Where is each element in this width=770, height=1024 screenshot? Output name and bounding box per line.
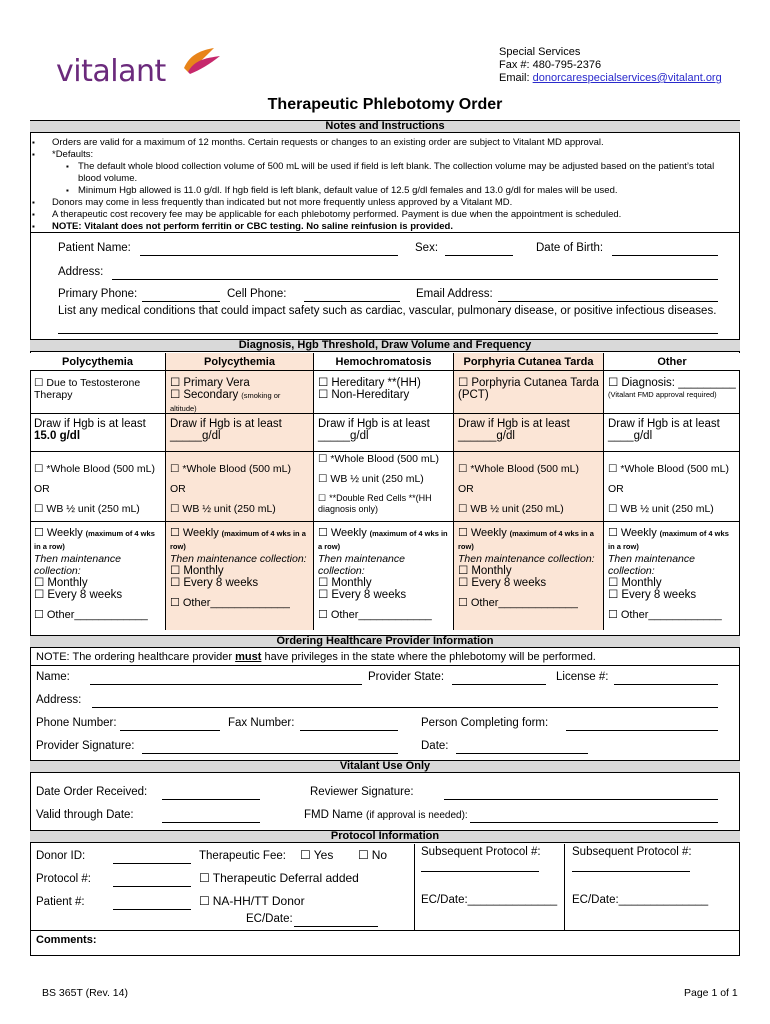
dx-note: (smoking or altitude) [170, 391, 281, 413]
double-red-cells-checkbox[interactable]: ☐ **Double Red Cells **(HH diagnosis only) [318, 493, 449, 515]
date-received-label: Date Order Received: [36, 786, 148, 798]
hgb-cell [604, 416, 740, 444]
valid-through-label: Valid through Date: [36, 809, 134, 821]
volume-cell [454, 461, 603, 517]
diagnosis-column [30, 353, 166, 630]
license-field[interactable] [614, 673, 718, 685]
or-label: OR [608, 483, 624, 495]
weekly-note: (maximum of 4 wks in a row) [458, 529, 594, 551]
list-item: ▪ Orders are valid for a maximum of 12 months. Certain requests or changes to an existing order are subject to Vitalant MD approval. [36, 137, 736, 149]
sex-label: Sex: [415, 242, 439, 254]
weekly-checkbox[interactable]: ☐ Weekly [608, 527, 657, 539]
column-header: Porphyria Cutanea Tarda [454, 353, 603, 371]
dx-checkbox[interactable]: ☐ Diagnosis: _________ [608, 377, 736, 389]
other-checkbox[interactable]: ☐ Other____________ [34, 609, 161, 621]
frequency-cell [30, 525, 165, 623]
patient-address-field[interactable] [112, 268, 718, 280]
form-id: BS 365T (Rev. 14) [42, 987, 128, 999]
weekly-checkbox[interactable]: ☐ Weekly [34, 527, 83, 539]
ec-date-field[interactable]: EC/Date:______________ [421, 894, 558, 906]
provider-state-field[interactable] [452, 673, 546, 685]
maintenance-label: Then maintenance collection: [318, 553, 405, 577]
every-8-weeks-checkbox[interactable]: ☐ Every 8 weeks [34, 589, 161, 601]
every-8-weeks-checkbox[interactable]: ☐ Every 8 weeks [608, 589, 736, 601]
note-text: NOTE: The ordering healthcare provider [36, 651, 236, 663]
person-completing-field[interactable] [566, 719, 718, 731]
dx-checkbox[interactable]: ☐ Porphyria Cutanea Tarda (PCT) [458, 377, 599, 401]
provider-name-label: Name: [36, 671, 70, 683]
provider-address-field[interactable] [92, 696, 718, 708]
divider [30, 930, 740, 931]
subsequent-protocol-label: Subsequent Protocol #: [421, 846, 541, 858]
divider [166, 451, 313, 452]
patient-number-field[interactable] [113, 898, 191, 910]
whole-blood-checkbox[interactable]: ☐ *Whole Blood (500 mL) [608, 463, 736, 475]
monthly-checkbox[interactable]: ☐ Monthly [318, 577, 449, 589]
monthly-checkbox[interactable]: ☐ Monthly [458, 565, 599, 577]
ec-date-field[interactable]: EC/Date:______________ [572, 894, 709, 906]
other-checkbox[interactable]: ☐ Other____________ [318, 609, 449, 621]
whole-blood-checkbox[interactable]: ☐ *Whole Blood (500 mL) [34, 463, 161, 475]
provider-signature-field[interactable] [142, 742, 398, 754]
vitalant-logo [56, 46, 226, 96]
list-item: ▪ Minimum Hgb allowed is 11.0 g/dl. If hgb field is left blank, default value of 12.5 g/dl females and 13.0 g/dl for males will be used. [36, 185, 736, 197]
dx-cell [166, 375, 313, 417]
dx-checkbox[interactable]: ☐ Primary Vera [170, 377, 309, 389]
list-item: ▪ *Defaults: [36, 149, 736, 161]
subsequent-protocol-field[interactable] [572, 860, 690, 872]
dx-cell [314, 375, 453, 403]
comments-field[interactable] [33, 948, 737, 954]
divider [454, 521, 603, 522]
monthly-checkbox[interactable]: ☐ Monthly [34, 577, 161, 589]
divider [314, 413, 453, 414]
nahh-donor-checkbox[interactable]: ☐ NA-HH/TT Donor [199, 894, 305, 908]
maintenance-label: Then maintenance collection: [608, 553, 695, 577]
patient-email-label: Email Address: [416, 288, 493, 300]
volume-cell [314, 451, 453, 517]
hgb-value: ______g/dl [458, 430, 515, 442]
divider [454, 451, 603, 452]
divider [30, 232, 740, 233]
dx-cell [30, 375, 165, 403]
subsequent-protocol-field[interactable] [421, 860, 539, 872]
sex-field[interactable] [445, 244, 513, 256]
or-label: OR [34, 483, 50, 495]
patient-name-field[interactable] [140, 244, 398, 256]
notes-heading: Notes and Instructions [30, 120, 740, 133]
patient-name-label: Patient Name: [58, 242, 131, 254]
half-unit-checkbox[interactable]: ☐ WB ½ unit (250 mL) [318, 473, 449, 485]
dx-checkbox[interactable]: ☐ Non-Hereditary [318, 389, 449, 401]
volume-cell [604, 461, 740, 517]
volume-cell [30, 461, 165, 517]
or-label: OR [458, 483, 474, 495]
protocol-heading: Protocol Information [30, 830, 740, 843]
column-header: Polycythemia [166, 353, 313, 371]
other-checkbox[interactable]: ☐ Other_____________ [458, 597, 599, 609]
dx-checkbox[interactable]: ☐ Secondary [170, 389, 238, 401]
list-item: ▪ Donors may come in less frequently than indicated but not more frequently unless approved by a Vitalant MD. [36, 197, 736, 209]
list-item: ▪ The default whole blood collection volume of 500 mL will be used if field is left blank. The collection volume may be adjusted based on the patient’s total blood volume. [36, 161, 736, 185]
every-8-weeks-checkbox[interactable]: ☐ Every 8 weeks [170, 577, 309, 589]
valid-through-field[interactable] [162, 811, 260, 823]
frequency-cell [454, 525, 603, 611]
diagnosis-heading: Diagnosis, Hgb Threshold, Draw Volume and Frequency [30, 339, 740, 352]
weekly-checkbox[interactable]: ☐ Weekly [458, 527, 507, 539]
whole-blood-checkbox[interactable]: ☐ *Whole Blood (500 mL) [170, 463, 309, 475]
conditions-label: List any medical conditions that could impact safety such as cardiac, vascular, pulmonary disease, or positive infectious diseases. [58, 305, 717, 317]
column-header: Hemochromatosis [314, 353, 453, 371]
weekly-note: (maximum of 4 wks in a row) [318, 529, 448, 551]
dx-checkbox[interactable]: ☐ Hereditary **(HH) [318, 377, 449, 389]
therapeutic-fee-label: Therapeutic Fee: [199, 850, 286, 862]
subsequent-protocol-label: Subsequent Protocol #: [572, 846, 692, 858]
patient-number-label: Patient #: [36, 896, 85, 908]
hgb-value: ____g/dl [608, 430, 653, 442]
contact-block [499, 46, 722, 85]
whole-blood-checkbox[interactable]: ☐ *Whole Blood (500 mL) [458, 463, 599, 475]
weekly-note: (maximum of 4 wks in a row) [170, 529, 306, 551]
provider-phone-field[interactable] [120, 719, 220, 731]
cell-phone-label: Cell Phone: [227, 288, 287, 300]
dob-field[interactable] [612, 244, 718, 256]
ec-date-input[interactable] [294, 915, 378, 927]
column-header: Polycythemia [30, 353, 165, 371]
provider-date-label: Date: [421, 740, 449, 752]
primary-phone-field[interactable] [142, 290, 220, 302]
fee-yes-checkbox[interactable]: ☐ Yes [300, 848, 333, 862]
divider [314, 521, 453, 522]
divider [454, 413, 603, 414]
frequency-cell [604, 525, 740, 623]
maintenance-label: Then maintenance collection: [170, 553, 307, 565]
weekly-note: (maximum of 4 wks in a row) [34, 529, 155, 551]
cell-phone-field[interactable] [304, 290, 400, 302]
divider [30, 413, 165, 414]
fmd-note: (if approval is needed): [365, 810, 468, 821]
divider [604, 451, 740, 452]
provider-fax-label: Fax Number: [228, 717, 295, 729]
dx-cell [604, 375, 740, 403]
hgb-cell [30, 416, 165, 444]
hgb-value: _____g/dl [318, 430, 369, 442]
maintenance-label: Then maintenance collection: [34, 553, 121, 577]
fee-no-checkbox[interactable]: ☐ No [358, 848, 387, 862]
fmd-name-label [304, 809, 468, 821]
dx-cell [454, 375, 603, 403]
date-received-field[interactable] [162, 788, 260, 800]
divider [30, 451, 165, 452]
half-unit-checkbox[interactable]: ☐ WB ½ unit (250 mL) [458, 503, 599, 515]
vitalant-use-heading: Vitalant Use Only [30, 760, 740, 773]
patient-email-field[interactable] [498, 290, 718, 302]
hgb-cell [314, 416, 453, 444]
provider-state-label: Provider State: [368, 671, 445, 683]
divider [30, 521, 165, 522]
page-title: Therapeutic Phlebotomy Order [267, 96, 503, 113]
monthly-checkbox[interactable]: ☐ Monthly [608, 577, 736, 589]
other-checkbox[interactable]: ☐ Other____________ [608, 609, 736, 621]
hgb-cell [166, 416, 313, 444]
fax-number: Fax #: 480-795-2376 [499, 59, 602, 71]
notes-list [36, 137, 736, 233]
hgb-label: Draw if Hgb is at least [34, 418, 146, 430]
diagnosis-column [454, 353, 604, 630]
list-item: ▪ NOTE: Vitalant does not perform ferritin or CBC testing. No saline reinfusion is provided. [36, 221, 736, 233]
donor-id-label: Donor ID: [36, 850, 86, 862]
divider [30, 665, 740, 666]
logo-text: vitalant [56, 54, 166, 89]
provider-address-label: Address: [36, 694, 82, 706]
conditions-field[interactable] [58, 322, 718, 334]
provider-date-field[interactable] [456, 742, 588, 754]
weekly-note: (maximum of 4 wks in a row) [608, 529, 729, 551]
dx-note: (Vitalant FMD approval required) [608, 390, 717, 399]
frequency-cell [166, 525, 313, 611]
ec-date-label: EC/Date: [246, 913, 293, 925]
comments-label: Comments: [36, 934, 97, 946]
protocol-number-label: Protocol #: [36, 873, 91, 885]
frequency-cell [314, 525, 453, 623]
fmd-label-text: FMD Name [304, 809, 366, 821]
provider-note [36, 651, 596, 663]
primary-phone-label: Primary Phone: [58, 288, 138, 300]
divider [166, 413, 313, 414]
dob-label: Date of Birth: [536, 242, 604, 254]
or-label: OR [170, 483, 186, 495]
divider [166, 521, 313, 522]
license-label: License #: [556, 671, 609, 683]
dx-checkbox[interactable]: ☐ Due to Testosterone Therapy [34, 377, 161, 401]
divider [564, 844, 565, 930]
note-emphasis: must [235, 651, 262, 663]
divider [604, 521, 740, 522]
half-unit-checkbox[interactable]: ☐ WB ½ unit (250 mL) [170, 503, 309, 515]
whole-blood-checkbox[interactable]: ☐ *Whole Blood (500 mL) [318, 453, 449, 465]
weekly-checkbox[interactable]: ☐ Weekly [170, 527, 219, 539]
therapeutic-deferral-checkbox[interactable]: ☐ Therapeutic Deferral added [199, 871, 359, 885]
hgb-label: Draw if Hgb is at least [170, 418, 282, 430]
hgb-label: Draw if Hgb is at least [318, 418, 430, 430]
person-completing-label: Person Completing form: [421, 717, 549, 729]
provider-name-field[interactable] [90, 673, 362, 685]
half-unit-checkbox[interactable]: ☐ WB ½ unit (250 mL) [608, 503, 736, 515]
maintenance-label: Then maintenance collection: [458, 553, 595, 565]
every-8-weeks-checkbox[interactable]: ☐ Every 8 weeks [318, 589, 449, 601]
contact-title: Special Services [499, 46, 581, 58]
hgb-value: 15.0 g/dl [34, 430, 81, 442]
protocol-number-field[interactable] [113, 875, 191, 887]
diagnosis-grid [30, 353, 740, 630]
provider-signature-label: Provider Signature: [36, 740, 135, 752]
column-header: Other [604, 353, 740, 371]
diagnosis-column [166, 353, 314, 630]
email-link[interactable]: donorcarespecialservices@vitalant.org [532, 72, 722, 84]
page-number: Page 1 of 1 [684, 987, 738, 999]
list-item: ▪ A therapeutic cost recovery fee may be applicable for each phlebotomy performed. Payment is due when the appointment is scheduled. [36, 209, 736, 221]
email-line [499, 72, 722, 85]
hgb-label: Draw if Hgb is at least [608, 418, 720, 430]
monthly-checkbox[interactable]: ☐ Monthly [170, 565, 309, 577]
hgb-value: _____g/dl [170, 430, 221, 442]
provider-fax-field[interactable] [300, 719, 398, 731]
hgb-label: Draw if Hgb is at least [458, 418, 570, 430]
volume-cell [166, 461, 313, 517]
other-checkbox[interactable]: ☐ Other_____________ [170, 597, 309, 609]
hgb-cell [454, 416, 603, 444]
weekly-checkbox[interactable]: ☐ Weekly [318, 527, 367, 539]
patient-address-label: Address: [58, 266, 104, 278]
note-text: have privileges in the state where the phlebotomy will be performed. [261, 651, 596, 663]
reviewer-signature-label: Reviewer Signature: [310, 786, 414, 798]
diagnosis-column [604, 353, 740, 630]
diagnosis-column [314, 353, 454, 630]
donor-id-field[interactable] [113, 852, 191, 864]
divider [414, 844, 415, 930]
fmd-name-field[interactable] [470, 811, 718, 823]
divider [604, 413, 740, 414]
every-8-weeks-checkbox[interactable]: ☐ Every 8 weeks [458, 577, 599, 589]
reviewer-signature-field[interactable] [444, 788, 718, 800]
email-label: Email: [499, 72, 533, 84]
provider-phone-label: Phone Number: [36, 717, 117, 729]
half-unit-checkbox[interactable]: ☐ WB ½ unit (250 mL) [34, 503, 161, 515]
provider-heading: Ordering Healthcare Provider Information [30, 635, 740, 648]
